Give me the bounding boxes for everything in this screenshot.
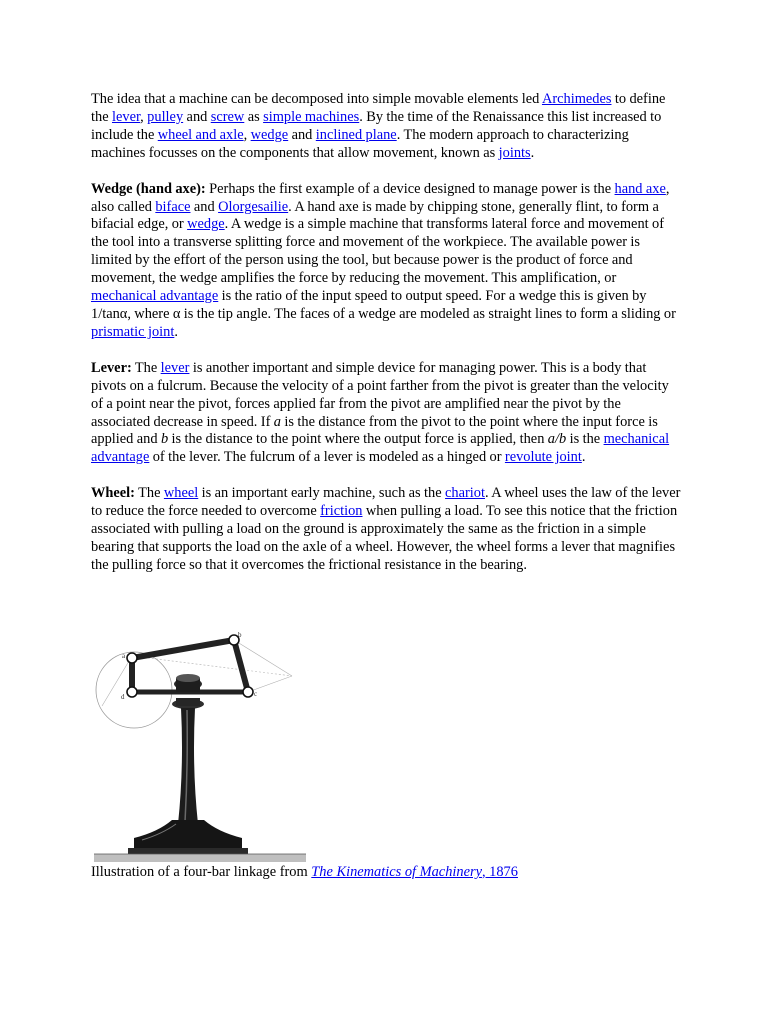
- stand-base: [134, 820, 242, 848]
- link-simple-machines[interactable]: simple machines: [263, 108, 360, 125]
- pivot-joint: [243, 687, 253, 697]
- base-plate: [128, 848, 248, 854]
- link-screw[interactable]: screw: [210, 108, 245, 125]
- link-mechanical-advantage-2[interactable]: mechanical advantage: [91, 431, 670, 466]
- variable-b: b: [160, 431, 169, 448]
- wedge-heading: Wedge (hand axe):: [91, 180, 206, 197]
- link-prismatic-joint[interactable]: prismatic joint: [91, 323, 175, 340]
- link-joints[interactable]: joints: [498, 144, 531, 161]
- rocker-link: [234, 640, 248, 692]
- link-archimedes[interactable]: Archimedes: [541, 91, 612, 107]
- intro-paragraph: The idea that a machine can be decomposed into simple movable elements led Archimedes to define the lever, pulley and screw as simple machines. By the time of the Renaissance this list increased to include the wheel and axle, wedge and inclined plane. The modern approach to characterizing machines focusses on the components that allow movement, known as joints.: [91, 91, 666, 161]
- link-wedge[interactable]: wedge: [250, 126, 289, 143]
- link-chariot[interactable]: chariot: [445, 485, 485, 502]
- coupler-link: [132, 640, 234, 658]
- wheel-paragraph: Wheel: The wheel is an important early machine, such as the chariot. A wheel uses the law of the lever to reduce the force needed to overcome friction when pulling a load. To see this notice that the friction associated with pulling a load on the ground is approximately the same as the friction in a simple bearing that supports the load on the axle of a wheel. However, the wheel forms a lever that magnifies the pulling force so that it overcomes the frictional resistance in the bearing.: [91, 485, 681, 573]
- joint-label-a: a: [122, 652, 126, 660]
- joint-label-b: b: [238, 631, 242, 639]
- four-bar-linkage-drawing: [92, 628, 306, 864]
- link-hand-axe[interactable]: hand axe: [614, 180, 666, 197]
- lever-heading: Lever:: [91, 359, 132, 376]
- link-mechanical-advantage[interactable]: mechanical advantage: [91, 288, 219, 305]
- pivot-joint: [127, 653, 137, 663]
- joint-label-c: c: [254, 690, 258, 698]
- stand-collar-body: [176, 698, 200, 706]
- variable-a-over-b: a/b: [547, 431, 567, 448]
- pivot-joint: [127, 687, 137, 697]
- link-inclined-plane[interactable]: inclined plane: [315, 126, 397, 143]
- link-pulley[interactable]: pulley: [147, 108, 184, 125]
- lever-paragraph: Lever: The lever is another important and simple device for managing power. This is a body that pivots on a fulcrum. Because the velocity of a point farther from the pivot is greater than the velocity of a point near the pivot, forces applied far from the pivot are amplified near the pivot by the associated decrease in speed. If a is the distance from the pivot to the point where the input force is applied and b is the distance to the point where the output force is applied, then a/b is the mechanical advantage of the lever. The fulcrum of a lever is modeled as a hinged or revolute joint.: [91, 359, 670, 466]
- link-kinematics-of-machinery[interactable]: The Kinematics of Machinery, 1876: [311, 864, 518, 880]
- wheel-heading: Wheel:: [91, 485, 135, 502]
- link-wedge-2[interactable]: wedge: [187, 216, 225, 233]
- link-revolute-joint[interactable]: revolute joint: [504, 449, 582, 466]
- article-body: [91, 91, 681, 593]
- figure-caption: Illustration of a four-bar linkage from The Kinematics of Machinery, 1876: [91, 864, 518, 880]
- link-friction[interactable]: friction: [320, 503, 363, 520]
- link-biface[interactable]: biface: [155, 198, 191, 215]
- wedge-paragraph: Wedge (hand axe): Perhaps the first example of a device designed to manage power is the hand axe, also called biface and Olorgesailie. A hand axe is made by chipping stone, generally flint, to form a bifacial edge, or wedge. A wedge is a simple machine that transforms lateral force and movement of the tool into a transverse splitting force and movement of the workpiece. The available power is limited by the effort of the person using the tool, but because power is the product of force and movement, the wedge amplifies the force by reducing the movement. This amplification, or mechanical advantage is the ratio of the input speed to output speed. For a wedge this is given by 1/tanα, where α is the tip angle. The faces of a wedge are modeled as straight lines to form a sliding or prismatic joint.: [91, 180, 676, 340]
- construction-line: [132, 656, 292, 676]
- ground-hatching: [94, 854, 306, 862]
- stand-column: [178, 708, 198, 824]
- variable-a: a: [273, 413, 281, 430]
- stand-hub-cap: [176, 674, 200, 682]
- four-bar-linkage-illustration: [92, 628, 306, 864]
- link-lever-2[interactable]: lever: [160, 359, 190, 376]
- joint-label-d: d: [121, 693, 125, 701]
- link-wheel-and-axle[interactable]: wheel and axle: [157, 126, 244, 143]
- link-olorgesailie[interactable]: Olorgesailie: [218, 198, 289, 215]
- link-lever[interactable]: lever: [111, 108, 141, 125]
- link-wheel[interactable]: wheel: [163, 485, 199, 502]
